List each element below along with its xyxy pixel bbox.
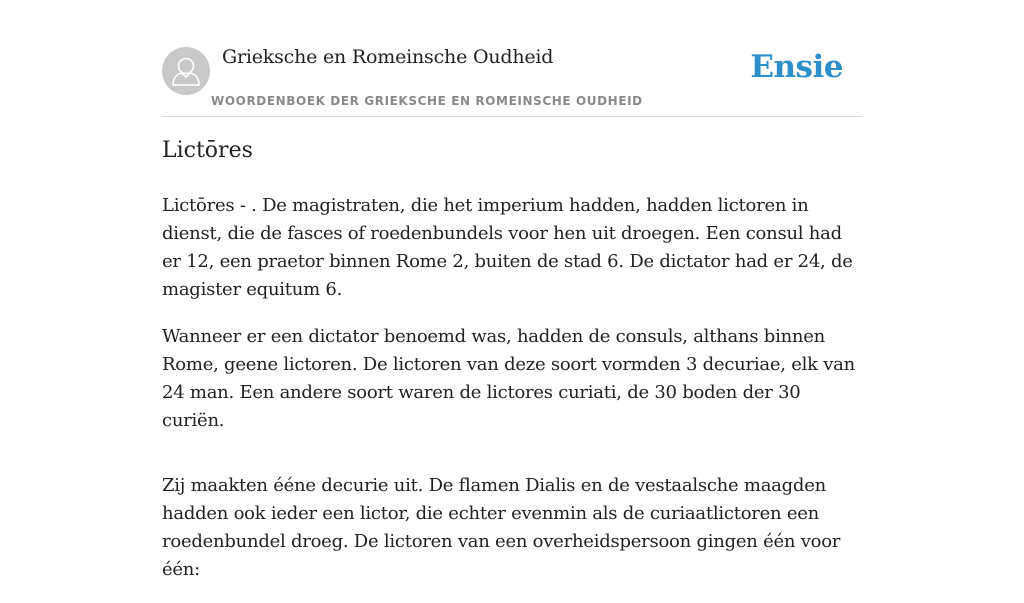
entry-paragraph: Zij maakten ééne decurie uit. De flamen Dialis en de vestaalsche maagden hadden ook ieder een lictor, die echter evenmin als de curiaatlictoren een roedenbundel droeg. De lictoren van een overheidspersoon gingen één voor één: xyxy=(162,475,841,580)
dictionary-subtitle: WOORDENBOEK DER GRIEKSCHE EN ROMEINSCHE OUDHEID xyxy=(211,94,643,108)
dictionary-header xyxy=(162,40,862,117)
entry-paragraph: Lictōres - . De magistraten, die het imperium hadden, hadden lictoren in dienst, die de fasces of roedenbundels voor hen uit droegen. Een consul had er 12, een praetor binnen Rome 2, buiten de stad 6. De dictator had er 24, de magister equitum 6. xyxy=(162,195,853,300)
entry-paragraph: Wanneer er een dictator benoemd was, hadden de consuls, althans binnen Rome, geene lictoren. De lictoren van deze soort vormden 3 decuriae, elk van 24 man. Een andere soort waren de lictores curiati, de 30 boden der 30 curiën. xyxy=(162,326,855,431)
entry-title: Lictōres xyxy=(162,138,253,163)
entry-body xyxy=(162,192,862,603)
ensie-logo[interactable]: Ensie xyxy=(750,49,843,85)
avatar[interactable] xyxy=(162,47,210,95)
user-silhouette-icon xyxy=(162,47,210,95)
dictionary-title[interactable]: Grieksche en Romeinsche Oudheid xyxy=(222,46,554,68)
